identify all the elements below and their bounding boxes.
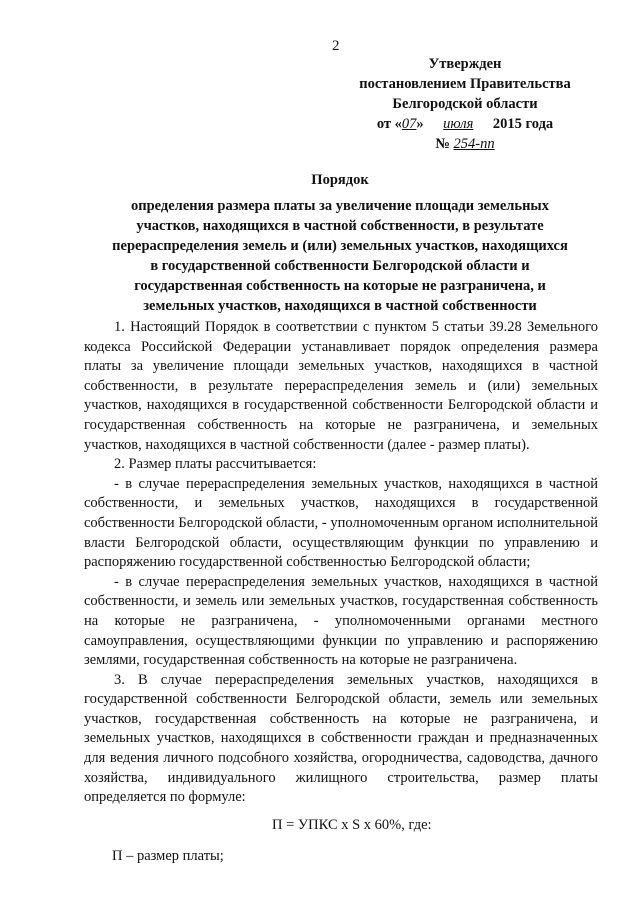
number-prefix: № xyxy=(435,136,450,152)
title-line: определения размера платы за увеличение площади земельных xyxy=(131,198,549,214)
title-line: в государственной собственности Белгородской области и xyxy=(150,258,530,274)
date-year: 2015 года xyxy=(492,116,554,132)
title-line: государственная собственность на которые не разграничена, и xyxy=(134,278,546,294)
approval-line-1: Утвержден xyxy=(428,56,502,72)
title-line: перераспределения земель и (или) земельных участков, находящихся xyxy=(112,238,568,254)
definition-line: П – размер платы; xyxy=(112,848,224,864)
paragraph-3: 3. В случае перераспределения земельных участков, находящихся в государственной собственности Белгородской области, земель или земельных участков, государственная собственность на которые не разграничена, и земельных участков, находящихся в собственности граждан и предназначенных для ведения личного подсобного хозяйства, огородничества, садоводства, дачного хозяйства, индивидуального жилищного строительства, размер платы определяется по формуле: xyxy=(84,671,598,806)
number-value: 254-пп xyxy=(453,136,495,152)
title-main: Порядок xyxy=(311,172,369,188)
paragraph-2-item-2: - в случае перераспределения земельных участков, находящихся в частной собственности, и земель или земельных участков, государственная собственность на которые не разграничена, - уполномоченными органами местного самоуправления, осуществляющими функции по управлению и распоряжению землями, государственная собственность на которые не разграничена. xyxy=(84,573,598,669)
paragraph-2-item-1: - в случае перераспределения земельных участков, находящихся в частной собственности, и земельных участков, находящихся в государственной собственности Белгородской области, - уполномоченным органом исполнительной власти Белгородской области, осуществляющим функции по управлению и распоряжению государственной собственностью Белгородской области; xyxy=(84,475,598,571)
document-title xyxy=(60,170,620,316)
paragraph-1: 1. Настоящий Порядок в соответствии с пунктом 5 статьи 39.28 Земельного кодекса Российской Федерации устанавливает порядок определения размера платы за увеличение площади земельных участков, находящихся в частной собственности, в результате перераспределения земель и (или) земельных участков, находящихся в государственной собственности Белгородской области и государственная собственность на которые не разграничена, и земельных участков, находящихся в частной собственности (далее - размер платы). xyxy=(84,319,598,453)
approval-block xyxy=(340,54,590,154)
formula: П = УПКС x S x 60%, где: xyxy=(272,817,432,833)
date-day: 07 xyxy=(401,116,417,132)
approval-line-3: Белгородской области xyxy=(392,96,538,112)
approval-line-2: постановлением Правительства xyxy=(359,76,571,92)
page-number: 2 xyxy=(332,38,340,54)
date-prefix: от « xyxy=(376,116,402,132)
approval-number xyxy=(340,134,590,154)
paragraph-2: 2. Размер платы рассчитывается: xyxy=(114,456,317,473)
approval-date xyxy=(340,114,590,134)
document-body xyxy=(84,318,598,808)
date-month: июля xyxy=(443,116,474,132)
title-line: участков, находящихся в частной собственности, в результате xyxy=(136,218,544,234)
date-mid: » xyxy=(416,116,424,132)
title-line: земельных участков, находящихся в частной собственности xyxy=(143,298,537,314)
